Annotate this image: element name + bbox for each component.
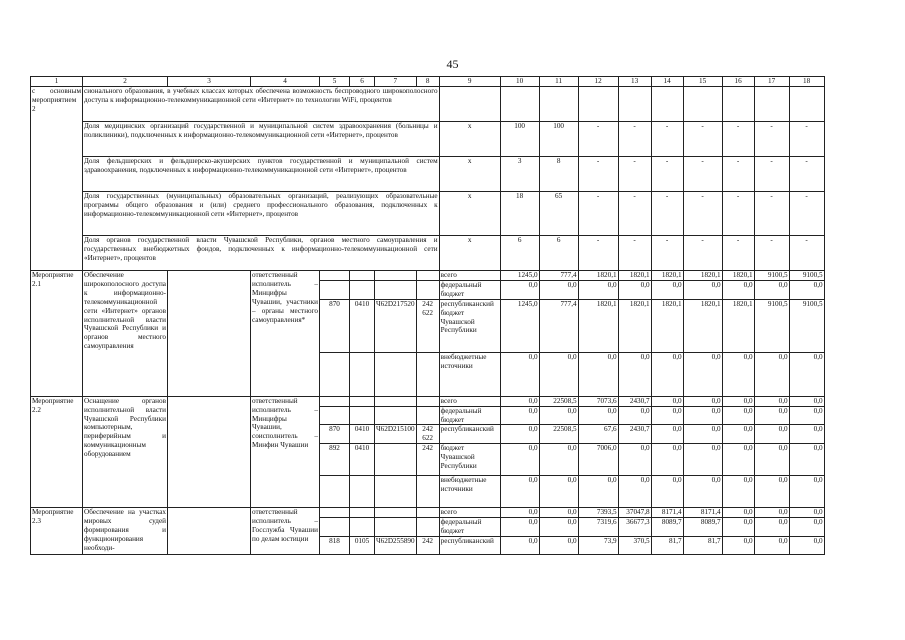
- measure-label: Мероприятие 2.1: [31, 271, 83, 397]
- header-cell: 4: [251, 77, 320, 87]
- funding-row: федеральный бюджет 0,0 0,0 0,0 0,0 0,0 0,0 0,0 0,0 0,0: [31, 280, 825, 299]
- indicator-text: Доля органов государственной власти Чувашской Республики, органов местного самоуправления и государственных внебюджетных фондов, подключенных к информационно-телекоммуникационной сети «Интернет», процентов: [83, 236, 440, 271]
- program-table: [30, 76, 825, 555]
- header-cell: 14: [651, 77, 683, 87]
- header-cell: 1: [31, 77, 83, 87]
- funding-source: республиканский: [439, 425, 500, 444]
- header-cell: 15: [683, 77, 722, 87]
- header-cell: 5: [320, 77, 350, 87]
- funding-source: федеральный бюджет: [439, 518, 500, 537]
- funding-row: внебюджетные источники 0,0 0,0 0,0 0,0 0,0 0,0 0,0 0,0 0,0: [31, 476, 825, 508]
- header-cell: 9: [439, 77, 500, 87]
- funding-source: федеральный бюджет: [439, 280, 500, 299]
- header-cell: 16: [722, 77, 754, 87]
- funding-row: 818 0105 Ч62D255890 242 республиканский 0,0 0,0 73,9 370,5 81,7 81,7 0,0 0,0 0,0: [31, 536, 825, 554]
- header-cell: 3: [168, 77, 251, 87]
- header-cell: 8: [416, 77, 439, 87]
- indicator-row: Доля органов государственной власти Чувашской Республики, органов местного самоуправления и государственных внебюджетных фондов, подключенных к информационно-телекоммуникационной сети «Интернет», процентов x 6 6 - - - - - - -: [31, 236, 825, 271]
- funding-source: всего: [439, 271, 500, 281]
- measure-name: Обеспечение на участках мировых судей формирования и функционирования необходи-: [83, 508, 168, 555]
- measure-label: Мероприятие 2.3: [31, 508, 83, 555]
- funding-row: Мероприятие 2.1 Обеспечение широкополосного доступа к информационно-телекоммуникационной сети «Интернет» органов исполнительной власти Чувашской Республики и органов местного самоуправления ответственный исполнитель – Минцифры Чувашии, участники – органы местного самоуправления* всего 1245,0 777,4 1820,1 1820,1 1820,1 1820,1 1820,1 9100,5 9100,5: [31, 271, 825, 281]
- header-cell: 12: [578, 77, 618, 87]
- funding-row: 870 0410 Ч62D217520 242 622 республиканский бюджет Чувашской Республики 1245,0 777,4 1820,1 1820,1 1820,1 1820,1 1820,1 9100,5 9100,5: [31, 299, 825, 352]
- funding-row: федеральный бюджет 0,0 0,0 0,0 0,0 0,0 0,0 0,0 0,0 0,0: [31, 406, 825, 425]
- funding-source: федеральный бюджет: [439, 406, 500, 425]
- header-cell: 17: [754, 77, 789, 87]
- indicator-row: Доля государственных (муниципальных) образовательных организаций, реализующих образовательные программы общего образования и (или) среднего профессионального образования, подключенных к информационно-телекоммуникационной сети «Интернет», процентов x 18 65 - - - - - - -: [31, 192, 825, 236]
- funding-row: Мероприятие 2.2 Оснащение органов исполнительной власти Чувашской Республики компьютерным, периферийным и коммуникационным оборудованием ответственный исполнитель – Минцифры Чувашии, соисполнитель – Минфин Чувашии всего 0,0 22508,5 7073,6 2430,7 0,0 0,0 0,0 0,0 0,0: [31, 396, 825, 406]
- related-measure-cell: с основным мероприятием 2: [31, 87, 83, 271]
- responsible-executor: ответственный исполнитель – Госслужба Чувашии по делам юстиции: [251, 508, 320, 555]
- funding-row: 870 0410 Ч62D215100 242 622 республиканский 0,0 22508,5 67,6 2430,7 0,0 0,0 0,0 0,0 0,0: [31, 425, 825, 444]
- measure-name: Оснащение органов исполнительной власти Чувашской Республики компьютерным, периферийным и коммуникационным оборудованием: [83, 396, 168, 508]
- funding-source: внебюджетные источники: [439, 352, 500, 396]
- header-cell: 10: [500, 77, 539, 87]
- header-cell: 6: [350, 77, 375, 87]
- indicator-row: [31, 87, 825, 122]
- funding-source: всего: [439, 396, 500, 406]
- page-number: 45: [446, 57, 459, 71]
- header-row: [31, 77, 825, 87]
- indicator-row: Доля медицинских организаций государственной и муниципальной систем здравоохранения (больницы и поликлиники), подключенных к информационно-телекоммуникационной сети «Интернет», процентов x 100 100 - - - - - - -: [31, 122, 825, 157]
- funding-source: всего: [439, 508, 500, 518]
- budget-table: [30, 76, 825, 555]
- funding-row: 892 0410 242 бюджет Чувашской Республики 0,0 0,0 7006,0 0,0 0,0 0,0 0,0 0,0 0,0: [31, 444, 825, 476]
- indicator-text: Доля государственных (муниципальных) образовательных организаций, реализующих образовательные программы общего образования и (или) среднего профессионального образования, подключенных к информационно-телекоммуникационной сети «Интернет», процентов: [83, 192, 440, 236]
- funding-source: внебюджетные источники: [439, 476, 500, 508]
- indicator-text: Доля фельдшерских и фельдшерско-акушерских пунктов государственной и муниципальной систем здравоохранения, подключенных к информационно-телекоммуникационной сети «Интернет», процентов: [83, 157, 440, 192]
- indicator-row: Доля фельдшерских и фельдшерско-акушерских пунктов государственной и муниципальной систем здравоохранения, подключенных к информационно-телекоммуникационной сети «Интернет», процентов x 3 8 - - - - - - -: [31, 157, 825, 192]
- funding-row: внебюджетные источники 0,0 0,0 0,0 0,0 0,0 0,0 0,0 0,0 0,0: [31, 352, 825, 396]
- header-cell: 13: [618, 77, 651, 87]
- responsible-executor: ответственный исполнитель – Минцифры Чувашии, участники – органы местного самоуправления*: [251, 271, 320, 397]
- funding-row: федеральный бюджет 0,0 0,0 7319,6 36677,3 8089,7 8089,7 0,0 0,0 0,0: [31, 518, 825, 537]
- responsible-executor: ответственный исполнитель – Минцифры Чувашии, соисполнитель – Минфин Чувашии: [251, 396, 320, 508]
- funding-row: Мероприятие 2.3 Обеспечение на участках мировых судей формирования и функционирования необходи- ответственный исполнитель – Госслужба Чувашии по делам юстиции всего 0,0 0,0 7393,5 37047,8 8171,4 8171,4 0,0 0,0 0,0: [31, 508, 825, 518]
- header-cell: 7: [375, 77, 417, 87]
- indicator-text: сионального образования, в учебных классах которых обеспечена возможность беспроводного широкополосного доступа к информационно-телекоммуникационной сети «Интернет» по технологии WiFi, процентов: [83, 87, 440, 122]
- measure-label: Мероприятие 2.2: [31, 396, 83, 508]
- indicator-text: Доля медицинских организаций государственной и муниципальной систем здравоохранения (больницы и поликлиники), подключенных к информационно-телекоммуникационной сети «Интернет», процентов: [83, 122, 440, 157]
- funding-source: республиканский бюджет Чувашской Республики: [439, 299, 500, 352]
- header-cell: 2: [83, 77, 168, 87]
- header-cell: 18: [789, 77, 824, 87]
- funding-source: республиканский: [439, 536, 500, 554]
- measure-name: Обеспечение широкополосного доступа к информационно-телекоммуникационной сети «Интернет» органов исполнительной власти Чувашской Республики и органов местного самоуправления: [83, 271, 168, 397]
- funding-source: бюджет Чувашской Республики: [439, 444, 500, 476]
- header-cell: 11: [539, 77, 578, 87]
